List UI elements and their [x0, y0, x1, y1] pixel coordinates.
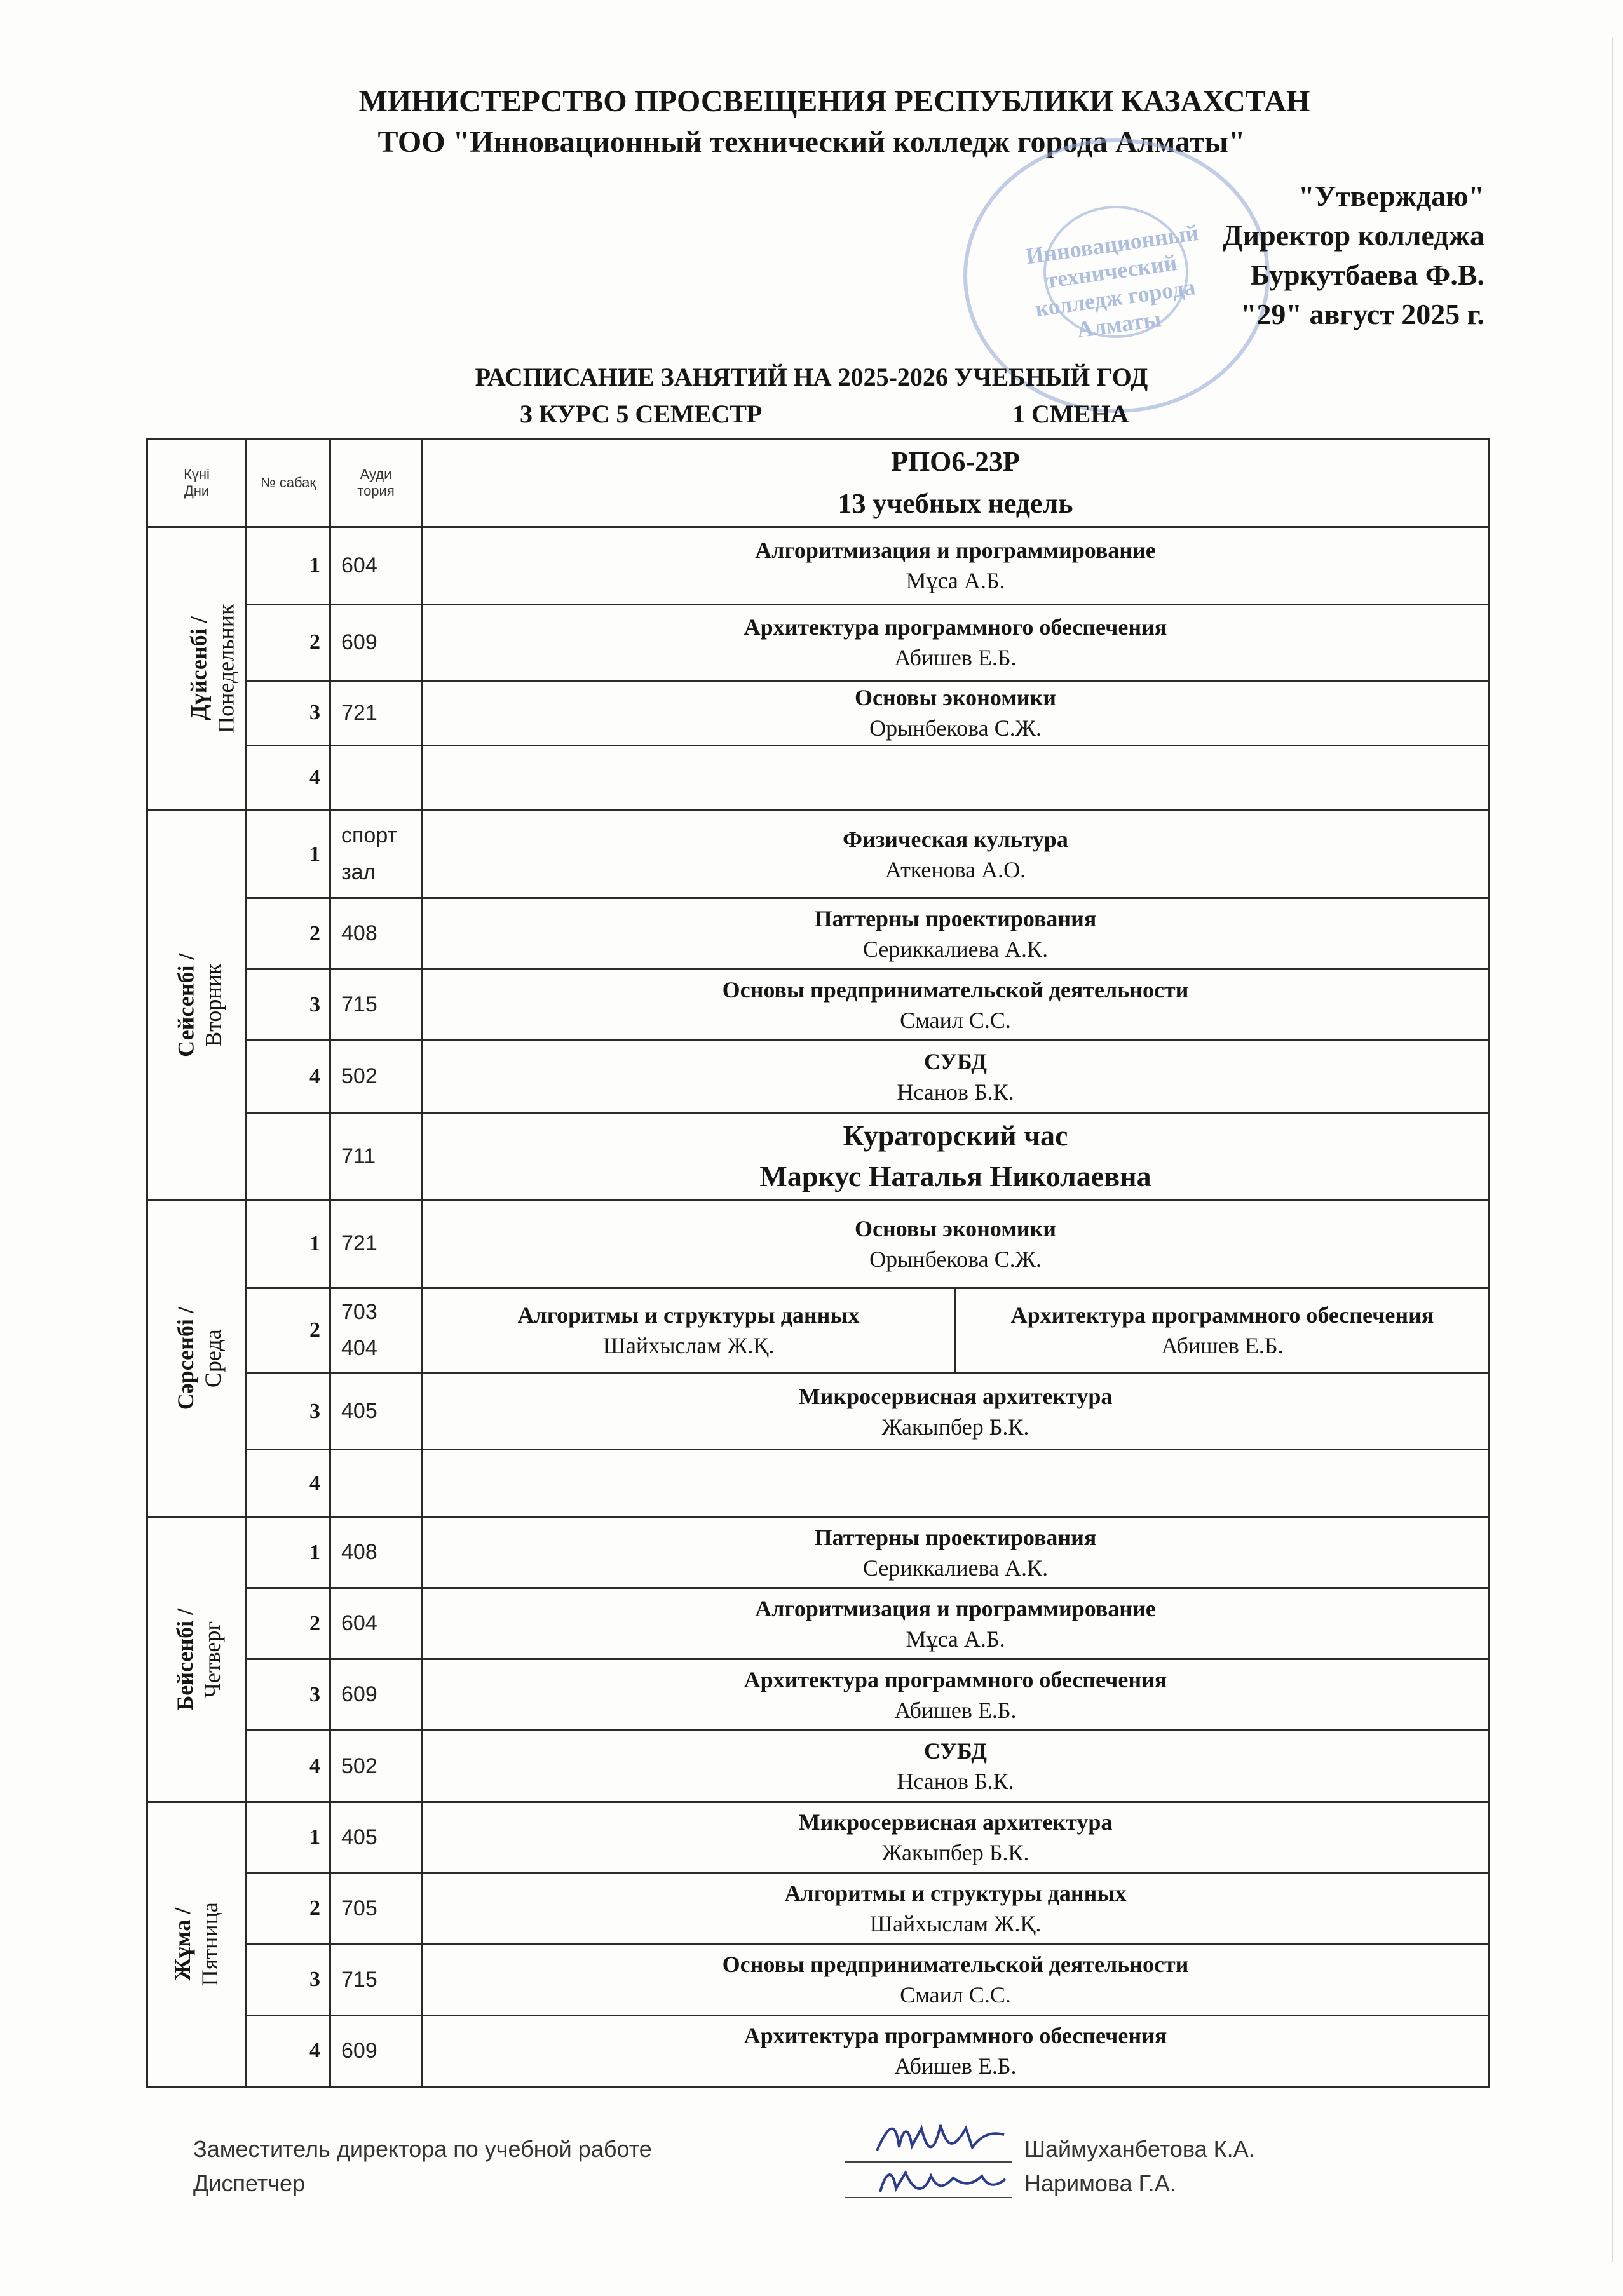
college-heading: ТОО "Инновационный технический колледж города Алматы": [377, 125, 1246, 159]
header-group: РПО6-23Р 13 учебных недель: [422, 440, 1490, 527]
table-row: [147, 1731, 1490, 1802]
subject: Микросервисная архитектура: [798, 1383, 1113, 1409]
subject: Архитектура программного обеспечения: [744, 2023, 1167, 2049]
approval-line-3: Буркутбаева Ф.В.: [1250, 259, 1484, 291]
handwritten-signature-dispatcher: [871, 2160, 1010, 2205]
room-cell: 609: [330, 2015, 422, 2086]
teacher: Жакыпбер Б.К.: [881, 1840, 1029, 1866]
subject: Паттерны проектирования: [814, 905, 1097, 931]
lesson-number: [247, 1113, 330, 1200]
day-cell-monday: Дүйсенбі / Понедельник: [147, 527, 247, 810]
lesson-number: 2: [247, 1873, 330, 1944]
room-cell: 711: [330, 1113, 422, 1200]
lesson-cell: [422, 1200, 1490, 1288]
teacher: Мұса А.Б.: [906, 1626, 1005, 1652]
lesson-cell: [422, 1944, 1490, 2015]
day-cell-wednesday: Сәрсенбі / Среда: [147, 1200, 247, 1517]
subject: СУБД: [923, 1738, 988, 1764]
subject: Основы экономики: [854, 685, 1056, 711]
table-row: [147, 1802, 1490, 1873]
curator-teacher: Маркус Наталья Николаевна: [759, 1160, 1151, 1193]
room-cell: 609: [330, 1659, 422, 1731]
lesson-number: 4: [247, 1731, 330, 1802]
subject: Архитектура программного обеспечения: [1010, 1302, 1434, 1328]
lesson-number: 4: [247, 1041, 330, 1113]
lesson-cell: [422, 810, 1490, 898]
table-row: [147, 1041, 1490, 1113]
curator-subject: Кураторский час: [843, 1119, 1068, 1152]
lesson-cell: [422, 1659, 1490, 1731]
day-cell-friday: Жұма / Пятница: [147, 1802, 247, 2086]
lesson-cell-empty: [422, 745, 1490, 810]
lesson-number: 2: [247, 1588, 330, 1659]
approval-line-2: Директор колледжа: [1222, 219, 1484, 252]
lesson-number: 4: [247, 745, 330, 810]
teacher: Нсанов Б.К.: [897, 1769, 1014, 1794]
stamp-text: Инновационный технический колледж города Алматы: [1024, 219, 1200, 343]
teacher: Сериккалиева А.К.: [862, 1555, 1049, 1581]
table-row: [147, 681, 1490, 746]
lesson-cell: [422, 1588, 1490, 1659]
teacher: Нсанов Б.К.: [897, 1079, 1014, 1105]
lesson-number: 2: [247, 898, 330, 969]
table-row: [147, 527, 1490, 604]
subject: СУБД: [923, 1048, 988, 1074]
lesson-number: 3: [247, 1659, 330, 1731]
table-row: [147, 2015, 1490, 2086]
room-cell: [330, 1450, 422, 1517]
lesson-number: 3: [247, 1944, 330, 2015]
room-cell: [330, 745, 422, 810]
teacher: Орынбекова С.Ж.: [869, 1246, 1042, 1272]
lesson-cell: [422, 1374, 1490, 1450]
teacher: Абишев Е.Б.: [1161, 1333, 1284, 1359]
room-cell: 703 404: [330, 1288, 422, 1373]
signature-name-deputy: Шаймуханбетова К.А.: [1024, 2136, 1255, 2162]
subject: Алгоритмизация и программирование: [755, 537, 1156, 564]
signature-role-dispatcher: Диспетчер: [193, 2170, 306, 2196]
subject: Алгоритмы и структуры данных: [784, 1881, 1127, 1907]
lesson-cell: [422, 1041, 1490, 1113]
teacher: Шайхыслам Ж.Қ.: [602, 1333, 775, 1359]
teacher: Абишев Е.Б.: [894, 2053, 1017, 2079]
subject: Паттерны проектирования: [814, 1524, 1097, 1550]
approval-line-4: "29" август 2025 г.: [1240, 298, 1484, 330]
table-row: [147, 898, 1490, 969]
teacher: Шайхыслам Ж.Қ.: [869, 1911, 1042, 1937]
subject: Алгоритмы и структуры данных: [517, 1302, 860, 1328]
lesson-cell: [422, 527, 1490, 604]
lesson-cell: [422, 604, 1490, 680]
curator-row: [147, 1113, 1490, 1200]
subject: Основы предпринимательской деятельности: [722, 976, 1189, 1003]
room-cell: 604: [330, 527, 422, 604]
lesson-cell-empty: [422, 1450, 1490, 1517]
room-cell: спорт зал: [330, 810, 422, 898]
shift-label: 1 СМЕНА: [1012, 400, 1129, 428]
subject: Основы предпринимательской деятельности: [722, 1952, 1189, 1978]
room-cell: 705: [330, 1873, 422, 1944]
subject: Физическая культура: [843, 826, 1068, 852]
lesson-number: 1: [247, 1517, 330, 1588]
room-cell: 715: [330, 969, 422, 1041]
room-cell: 502: [330, 1041, 422, 1113]
signature-role-deputy: Заместитель директора по учебной работе: [193, 2136, 652, 2162]
signature-name-dispatcher: Наримова Г.А.: [1024, 2170, 1176, 2196]
teacher: Абишев Е.Б.: [894, 645, 1017, 671]
subject: Архитектура программного обеспечения: [744, 614, 1167, 640]
teacher: Сериккалиева А.К.: [862, 936, 1049, 962]
table-row: [147, 810, 1490, 898]
subject: Микросервисная архитектура: [798, 1809, 1113, 1835]
lesson-cell: [422, 681, 1490, 746]
lesson-number: 3: [247, 969, 330, 1041]
course-label: 3 КУРС 5 СЕМЕСТР: [520, 400, 763, 428]
table-row: [147, 1659, 1490, 1731]
split-row: [147, 1288, 1490, 1373]
table-row: [147, 1374, 1490, 1450]
lesson-cell: [422, 898, 1490, 969]
lesson-number: 3: [247, 681, 330, 746]
teacher: Орынбекова С.Ж.: [869, 715, 1042, 741]
subject: Основы экономики: [854, 1215, 1056, 1241]
table-row: [147, 1450, 1490, 1517]
teacher: Жакыпбер Б.К.: [881, 1414, 1029, 1440]
lesson-number: 3: [247, 1374, 330, 1450]
lesson-cell: [422, 969, 1490, 1041]
lesson-number: 1: [247, 1200, 330, 1288]
day-cell-thursday: Бейсенбі / Четверг: [147, 1517, 247, 1802]
teacher: Аткенова А.О.: [885, 856, 1026, 882]
lesson-number: 2: [247, 604, 330, 680]
table-row: [147, 969, 1490, 1041]
lesson-cell-subgroup-1: [422, 1288, 956, 1373]
header-lesson-no: № сабақ: [247, 440, 330, 527]
lesson-cell: [422, 1802, 1490, 1873]
lesson-cell-subgroup-2: [956, 1288, 1490, 1373]
table-row: [147, 1873, 1490, 1944]
table-row: [147, 1944, 1490, 2015]
schedule-title: РАСПИСАНИЕ ЗАНЯТИЙ НА 2025-2026 УЧЕБНЫЙ ГОД: [475, 363, 1148, 391]
room-cell: 721: [330, 1200, 422, 1288]
header-room: Ауди тория: [330, 440, 422, 527]
room-cell: 405: [330, 1374, 422, 1450]
subject: Алгоритмизация и программирование: [755, 1595, 1156, 1621]
teacher: Смаил С.С.: [900, 1982, 1011, 2008]
table-row: [147, 1588, 1490, 1659]
approval-line-1: "Утверждаю": [1298, 180, 1484, 212]
teacher: Смаил С.С.: [900, 1007, 1011, 1033]
room-cell: 408: [330, 1517, 422, 1588]
room-cell: 502: [330, 1731, 422, 1802]
table-row: [147, 1200, 1490, 1288]
teacher: Абишев Е.Б.: [894, 1697, 1017, 1723]
lesson-cell: [422, 2015, 1490, 2086]
lesson-number: 4: [247, 1450, 330, 1517]
lesson-cell: [422, 1517, 1490, 1588]
lesson-number: 1: [247, 1802, 330, 1873]
header-day: Күні Дни: [147, 440, 247, 527]
room-cell: 609: [330, 604, 422, 680]
lesson-number: 4: [247, 2015, 330, 2086]
room-cell: 604: [330, 1588, 422, 1659]
curator-cell: [422, 1113, 1490, 1200]
lesson-cell: [422, 1873, 1490, 1944]
day-cell-tuesday: Сейсенбі / Вторник: [147, 810, 247, 1199]
lesson-number: 1: [247, 810, 330, 898]
room-cell: 715: [330, 1944, 422, 2015]
lesson-number: 2: [247, 1288, 330, 1373]
schedule-table: [146, 438, 1490, 2088]
lesson-number: 1: [247, 527, 330, 604]
room-cell: 721: [330, 681, 422, 746]
table-header-row: [147, 440, 1490, 527]
lesson-cell: [422, 1731, 1490, 1802]
room-cell: 408: [330, 898, 422, 969]
table-row: [147, 745, 1490, 810]
table-row: [147, 604, 1490, 680]
ministry-heading: МИНИСТЕРСТВО ПРОСВЕЩЕНИЯ РЕСПУБЛИКИ КАЗАХСТАН: [358, 84, 1310, 118]
subject: Архитектура программного обеспечения: [744, 1666, 1167, 1692]
table-row: [147, 1517, 1490, 1588]
teacher: Мұса А.Б.: [906, 568, 1005, 594]
room-cell: 405: [330, 1802, 422, 1873]
handwritten-signature-deputy: [871, 2116, 1010, 2160]
